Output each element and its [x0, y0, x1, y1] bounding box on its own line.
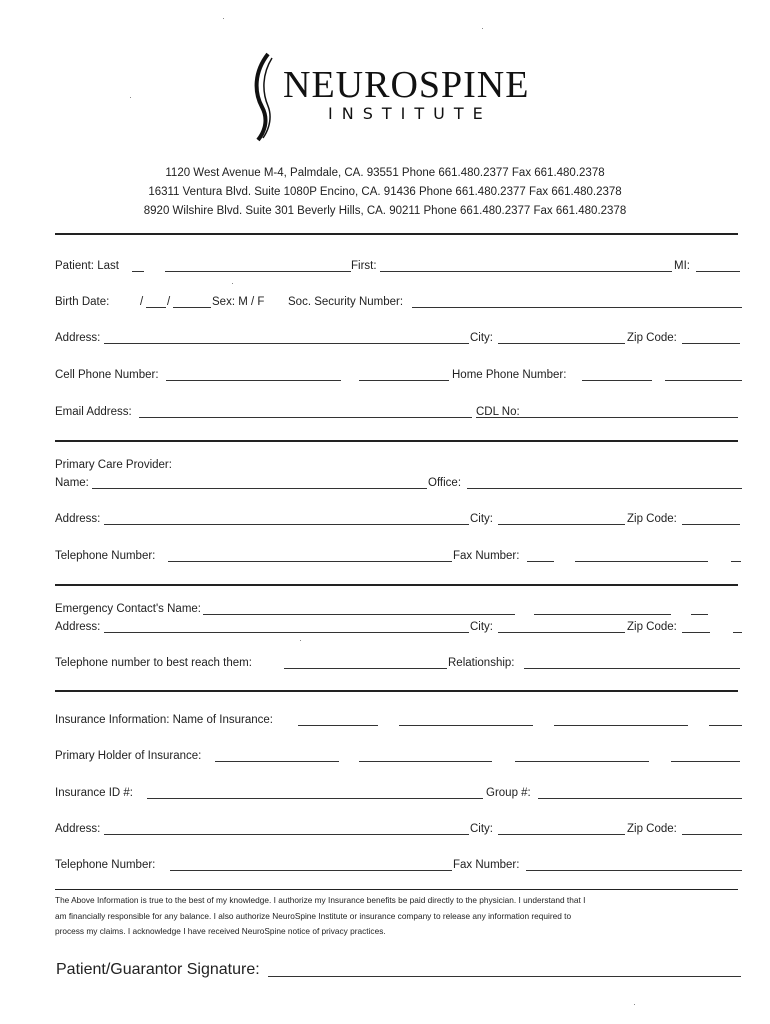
zip-code-field[interactable]	[682, 343, 740, 344]
patient-address-row	[55, 330, 742, 346]
birth-day-field[interactable]	[146, 307, 166, 308]
patient-name-row	[55, 258, 742, 274]
insurance-name-row	[55, 712, 742, 728]
provider-fax-field-end[interactable]	[731, 561, 741, 562]
provider-fax-field[interactable]	[527, 561, 554, 562]
emergency-contact-name-field-end[interactable]	[691, 614, 708, 615]
emergency-phone-row	[55, 655, 742, 671]
provider-fax-field-extension[interactable]	[575, 561, 708, 562]
emergency-name-row	[55, 601, 742, 617]
cell-phone-label: Cell Phone Number:	[55, 369, 159, 381]
provider-phone-label: Telephone Number:	[55, 550, 156, 562]
email-field[interactable]	[139, 417, 472, 418]
relationship-label: Relationship:	[448, 657, 515, 669]
scan-speck	[482, 28, 483, 29]
emergency-city-label: City:	[470, 621, 493, 633]
scan-speck	[300, 640, 301, 641]
office-field[interactable]	[467, 488, 742, 489]
insurance-name-field[interactable]	[298, 725, 378, 726]
birth-date-slash: /	[140, 296, 144, 308]
middle-initial-label: MI:	[674, 260, 690, 272]
section-divider	[55, 584, 738, 586]
section-divider	[55, 440, 738, 442]
section-divider	[55, 889, 738, 890]
cdl-label: CDL No:	[476, 406, 520, 418]
statement-line: am financially responsible for any balance. I also authorize NeuroSpine Institute or insurance company to release any information required to	[55, 910, 572, 921]
emergency-address-label: Address:	[55, 621, 101, 633]
relationship-field[interactable]	[524, 668, 740, 669]
primary-holder-field[interactable]	[215, 761, 339, 762]
emergency-phone-field[interactable]	[284, 668, 447, 669]
insurance-phone-label: Telephone Number:	[55, 859, 156, 871]
provider-city-field[interactable]	[498, 524, 625, 525]
insurance-name-field-extension[interactable]	[399, 725, 533, 726]
emergency-zip-field[interactable]	[682, 632, 710, 633]
statement-line: process my claims. I acknowledge I have received NeuroSpine notice of privacy practices.	[55, 926, 386, 936]
insurance-name-field-extension[interactable]	[554, 725, 688, 726]
primary-holder-label: Primary Holder of Insurance:	[55, 750, 202, 762]
insurance-name-label: Insurance Information: Name of Insurance:	[55, 714, 273, 726]
group-number-label: Group #:	[486, 787, 531, 799]
insurance-zip-label: Zip Code:	[627, 823, 677, 835]
signature-label: Patient/Guarantor Signature:	[56, 961, 260, 978]
provider-address-field[interactable]	[104, 524, 469, 525]
scan-speck	[223, 18, 224, 19]
insurance-phone-field[interactable]	[170, 870, 452, 871]
insurance-address-field[interactable]	[104, 834, 469, 835]
insurance-name-field-end[interactable]	[709, 725, 742, 726]
insurance-city-field[interactable]	[498, 834, 625, 835]
brand-name: NEUROSPINE	[283, 64, 530, 106]
provider-name-field[interactable]	[92, 488, 427, 489]
emergency-zip-label: Zip Code:	[627, 621, 677, 633]
provider-zip-field[interactable]	[682, 524, 740, 525]
statement-line: The Above Information is true to the best of my knowledge. I authorize my Insurance benefits be paid directly to the physician. I understand that I	[55, 895, 586, 905]
insurance-address-row	[55, 821, 742, 837]
first-name-field[interactable]	[380, 271, 672, 272]
signature-field[interactable]	[268, 976, 741, 977]
provider-phone-field[interactable]	[168, 561, 452, 562]
ssn-field[interactable]	[412, 307, 742, 308]
last-name-field-extension[interactable]	[165, 271, 351, 272]
birth-row	[55, 294, 742, 310]
middle-initial-field[interactable]	[696, 271, 740, 272]
office-label: Office:	[428, 477, 462, 489]
provider-address-row	[55, 511, 742, 527]
provider-city-label: City:	[470, 513, 493, 525]
city-label: City:	[470, 332, 493, 344]
emergency-contact-name-field-extension[interactable]	[534, 614, 671, 615]
phone-row	[55, 367, 742, 383]
insurance-id-field[interactable]	[147, 798, 483, 799]
provider-zip-label: Zip Code:	[627, 513, 677, 525]
provider-name-row	[55, 475, 742, 491]
address-encino: 16311 Ventura Blvd. Suite 1080P Encino, CA. 91436 Phone 661.480.2377 Fax 661.480.2378	[148, 186, 622, 198]
sex-label: Sex: M / F	[212, 296, 265, 308]
last-name-label: Patient: Last	[55, 260, 119, 272]
emergency-address-row	[55, 619, 742, 635]
emergency-city-field[interactable]	[498, 632, 625, 633]
section-divider	[55, 690, 738, 692]
cdl-field[interactable]	[476, 417, 738, 418]
last-name-field[interactable]	[132, 271, 144, 272]
primary-holder-field-extension[interactable]	[515, 761, 649, 762]
birth-date-slash: /	[167, 296, 171, 308]
email-row	[55, 404, 742, 420]
authorization-statement	[55, 893, 745, 940]
clinic-addresses	[0, 164, 770, 221]
scan-speck	[130, 97, 131, 98]
emergency-phone-label: Telephone number to best reach them:	[55, 657, 252, 669]
emergency-address-field[interactable]	[104, 632, 469, 633]
home-phone-field-extension[interactable]	[665, 380, 742, 381]
insurance-zip-field[interactable]	[682, 834, 742, 835]
section-divider	[55, 233, 738, 235]
insurance-fax-label: Fax Number:	[453, 859, 520, 871]
emergency-zip-field-end[interactable]	[733, 632, 742, 633]
insurance-id-label: Insurance ID #:	[55, 787, 133, 799]
provider-heading-row	[55, 457, 742, 473]
address-label: Address:	[55, 332, 101, 344]
primary-holder-field-end[interactable]	[671, 761, 740, 762]
scan-speck	[634, 1004, 635, 1005]
scan-speck	[232, 283, 233, 284]
zip-code-label: Zip Code:	[627, 332, 677, 344]
ssn-label: Soc. Security Number:	[288, 296, 404, 308]
home-phone-field[interactable]	[582, 380, 652, 381]
insurance-address-label: Address:	[55, 823, 101, 835]
signature-row	[56, 957, 746, 983]
insurance-city-label: City:	[470, 823, 493, 835]
city-field[interactable]	[498, 343, 625, 344]
swirl-logo-icon	[250, 52, 280, 142]
cell-phone-field[interactable]	[166, 380, 341, 381]
home-phone-label: Home Phone Number:	[452, 369, 567, 381]
primary-care-provider-heading: Primary Care Provider:	[55, 459, 172, 471]
home-phone-leading-line[interactable]	[359, 380, 449, 381]
address-palmdale: 1120 West Avenue M-4, Palmdale, CA. 93551 Phone 661.480.2377 Fax 661.480.2378	[165, 167, 605, 179]
birth-year-field[interactable]	[173, 307, 211, 308]
provider-phone-row	[55, 548, 742, 564]
group-number-field[interactable]	[538, 798, 742, 799]
provider-name-label: Name:	[55, 477, 89, 489]
primary-holder-field-extension[interactable]	[359, 761, 492, 762]
emergency-contact-name-field[interactable]	[203, 614, 515, 615]
brand-subtitle: INSTITUTE	[328, 104, 492, 123]
insurance-fax-field[interactable]	[526, 870, 742, 871]
first-name-label: First:	[351, 260, 377, 272]
insurance-holder-row	[55, 748, 742, 764]
birth-date-label: Birth Date:	[55, 296, 110, 308]
provider-address-label: Address:	[55, 513, 101, 525]
provider-fax-label: Fax Number:	[453, 550, 520, 562]
address-field[interactable]	[104, 343, 469, 344]
insurance-id-row	[55, 785, 742, 801]
insurance-phone-row	[55, 857, 742, 873]
neurospine-logo	[250, 52, 550, 142]
emergency-contact-name-label: Emergency Contact's Name:	[55, 603, 202, 615]
address-beverly-hills: 8920 Wilshire Blvd. Suite 301 Beverly Hills, CA. 90211 Phone 661.480.2377 Fax 661.480.2378	[143, 205, 627, 217]
email-label: Email Address:	[55, 406, 132, 418]
